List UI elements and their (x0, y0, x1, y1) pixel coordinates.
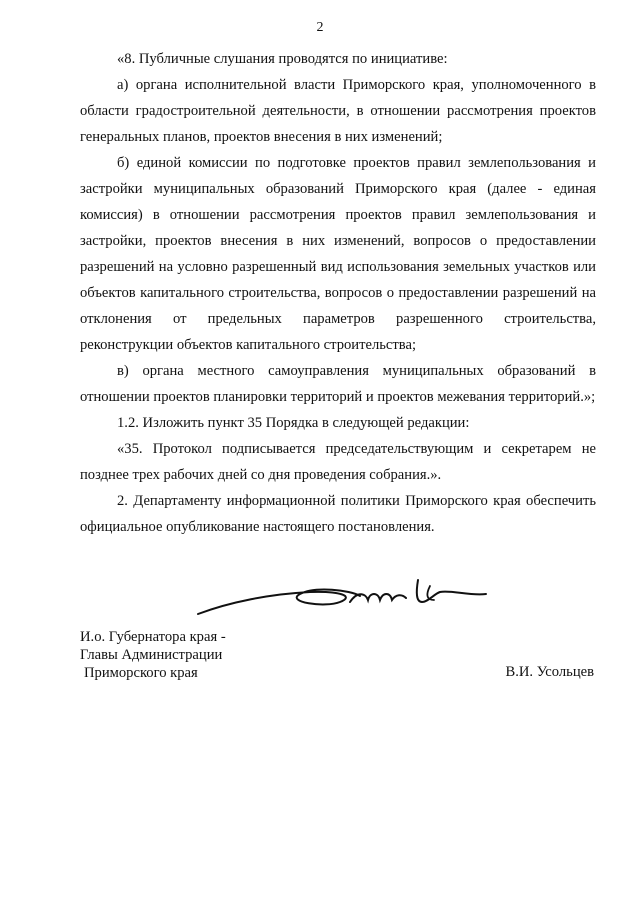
signer-name: В.И. Усольцев (505, 664, 594, 680)
paragraph-8: «8. Публичные слушания проводятся по инициативе: (117, 51, 448, 67)
paragraph-8a: а) органа исполнительной власти Приморского края, уполномоченного в области градостроительной деятельности, в отношении рассмотрения проектов генеральных планов, проектов внесения в них изменений; (80, 77, 596, 145)
paragraph-1-2: 1.2. Изложить пункт 35 Порядка в следующей редакции: (117, 415, 470, 431)
paragraph-8v: в) органа местного самоуправления муниципальных образований в отношении проектов планировки территорий и проектов межевания территорий.»; (80, 363, 596, 405)
document-body (80, 46, 596, 540)
signatory-title-line1: И.о. Губернатора края - (80, 629, 226, 645)
page-number: 2 (316, 20, 324, 35)
signatory-title-line3: Приморского края (84, 665, 198, 681)
paragraph-35: «35. Протокол подписывается председательствующим и секретарем не позднее трех рабочих дней со дня проведения собрания.». (80, 441, 596, 483)
signatory-title-line2: Главы Администрации (80, 647, 223, 663)
paragraph-8b: б) единой комиссии по подготовке проектов правил землепользования и застройки муниципальных образований Приморского края (далее - единая комиссия) в отношении рассмотрения проектов правил землепользования и застройки, проектов внесения в них изменений, вопросов о предоставлении разрешений на условно разрешенный вид использования земельных участков или объектов капитального строительства, вопросов о предоставлении разрешений на отклонения от предельных параметров разрешенного строительства, реконструкции объектов капитального строительства; (80, 155, 596, 353)
handwritten-signature (190, 572, 490, 622)
signature-block (80, 628, 226, 682)
paragraph-2: 2. Департаменту информационной политики Приморского края обеспечить официальное опубликование настоящего постановления. (80, 493, 596, 535)
